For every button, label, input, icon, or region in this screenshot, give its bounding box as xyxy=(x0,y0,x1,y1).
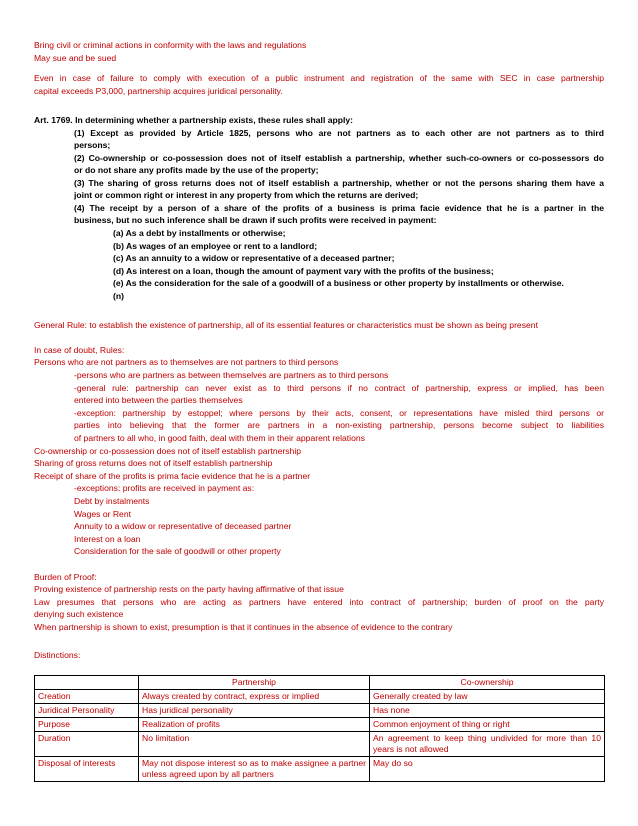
exception-item: Interest on a loan xyxy=(74,534,141,544)
table-row xyxy=(35,718,605,732)
burden-line: Proving existence of partnership rests on the party having affirmative of that issue xyxy=(34,584,344,594)
article-sub-item: (c) As an annuity to a widow or representative of a deceased partner; xyxy=(113,253,395,263)
doubt-heading: In case of doubt, Rules: xyxy=(34,345,125,355)
partnership-cell: May not dispose interest so as to make assignee a partner unless agreed upon by all partners xyxy=(139,757,370,782)
article-rule-line: joint or common right or interest in any property from which the returns are derived; xyxy=(74,190,419,200)
general-rule: General Rule: to establish the existence of partnership, all of its essential features or characteristics must be shown as being present xyxy=(34,320,538,330)
doubt-line: -exception: partnership by estoppel; where persons by their acts, consent, or representations have misled third persons or xyxy=(74,408,604,418)
article-rule-line: or do not share any profits made by the use of the property; xyxy=(74,165,319,175)
partnership-cell: Has juridical personality xyxy=(139,704,370,718)
article-rule-line: (4) The receipt by a person of a share of the profits of a business is prima facie evidence that he is a partner in the xyxy=(74,203,604,213)
header-blank xyxy=(35,676,139,690)
partnership-cell: Realization of profits xyxy=(139,718,370,732)
article-rule-line: persons; xyxy=(74,140,111,150)
power-actions: Bring civil or criminal actions in conformity with the laws and regulations xyxy=(34,40,307,50)
burden-line: When partnership is shown to exist, presumption is that it continues in the absence of evidence to the contrary xyxy=(34,622,453,632)
burden-line: denying such existence xyxy=(34,609,124,619)
article-rule-line: (3) The sharing of gross returns does not of itself establish a partnership, whether or not the persons sharing them have a xyxy=(74,178,604,188)
table-row xyxy=(35,690,605,704)
doubt-line: Co-ownership or co-possession does not of itself establish partnership xyxy=(34,446,302,456)
doubt-line: -general rule: partnership can never exist as to third persons if no contract of partnership, express or implied, has been xyxy=(74,383,604,393)
article-heading: Art. 1769. In determining whether a partnership exists, these rules shall apply: xyxy=(34,115,354,125)
doubt-line: Persons who are not partners as to themselves are not partners to third persons xyxy=(34,357,339,367)
partnership-cell: Always created by contract, express or implied xyxy=(139,690,370,704)
doubt-line: of partners to all who, in good faith, deal with them in their apparent relations xyxy=(74,433,365,443)
article-sub-item: (a) As a debt by installments or otherwise; xyxy=(113,228,286,238)
row-label: Creation xyxy=(35,690,139,704)
coownership-cell: An agreement to keep thing undivided for more than 10 years is not allowed xyxy=(370,732,605,757)
coownership-cell: May do so xyxy=(370,757,605,782)
table-header-row xyxy=(35,676,605,690)
row-label: Duration xyxy=(35,732,139,757)
exception-item: Consideration for the sale of goodwill or other property xyxy=(74,546,281,556)
juridical-paragraph-line: Even in case of failure to comply with execution of a public instrument and registration of the same with SEC in case partnership xyxy=(34,73,604,83)
exception-item: Debt by instalments xyxy=(74,496,150,506)
burden-heading: Burden of Proof: xyxy=(34,572,97,582)
table-row xyxy=(35,732,605,757)
article-sub-item: (d) As interest on a loan, though the amount of payment vary with the profits of the business; xyxy=(113,266,494,276)
doubt-line: -exceptions: profits are received in payment as: xyxy=(74,483,255,493)
table-row xyxy=(35,704,605,718)
coownership-cell: Common enjoyment of thing or right xyxy=(370,718,605,732)
doubt-line: parties into believing that the former are partners in a non-existing partnership, persons become subject to liabilities xyxy=(74,420,604,430)
distinctions-label: Distinctions: xyxy=(34,650,81,660)
burden-line: Law presumes that persons who are acting as partners have entered into contract of partnership; burden of proof on the party xyxy=(34,597,604,607)
header-coownership: Co-ownership xyxy=(370,676,605,690)
coownership-cell: Generally created by law xyxy=(370,690,605,704)
exception-item: Wages or Rent xyxy=(74,509,131,519)
distinctions-table xyxy=(34,675,605,782)
doubt-line: -persons who are partners as between themselves are partners as to third persons xyxy=(74,370,389,380)
coownership-cell: Has none xyxy=(370,704,605,718)
doubt-line: Sharing of gross returns does not of itself establish partnership xyxy=(34,458,273,468)
power-sue: May sue and be sued xyxy=(34,53,117,63)
article-rule-line: (1) Except as provided by Article 1825, persons who are not partners as to each other are not partners as to third xyxy=(74,128,604,138)
row-label: Purpose xyxy=(35,718,139,732)
exception-item: Annuity to a widow or representative of deceased partner xyxy=(74,521,292,531)
row-label: Disposal of interests xyxy=(35,757,139,782)
header-partnership: Partnership xyxy=(139,676,370,690)
article-sub-item: (b) As wages of an employee or rent to a landlord; xyxy=(113,241,318,251)
article-sub-item: (n) xyxy=(113,291,124,301)
article-sub-item: (e) As the consideration for the sale of a goodwill of a business or other property by installments or otherwise. xyxy=(113,278,564,288)
doubt-line: entered into between the parties themselves xyxy=(74,395,243,405)
doubt-line: Receipt of share of the profits is prima facie evidence that he is a partner xyxy=(34,471,311,481)
article-rule-line: (2) Co-ownership or co-possession does not of itself establish a partnership, whether such-co-owners or co-possessors do xyxy=(74,153,604,163)
juridical-paragraph-line: capital exceeds P3,000, partnership acquires juridical personality. xyxy=(34,86,283,96)
table-row xyxy=(35,757,605,782)
article-rule-line: business, but no such inference shall be drawn if such profits were received in payment: xyxy=(74,215,437,225)
partnership-cell: No limitation xyxy=(139,732,370,757)
row-label: Juridical Personality xyxy=(35,704,139,718)
